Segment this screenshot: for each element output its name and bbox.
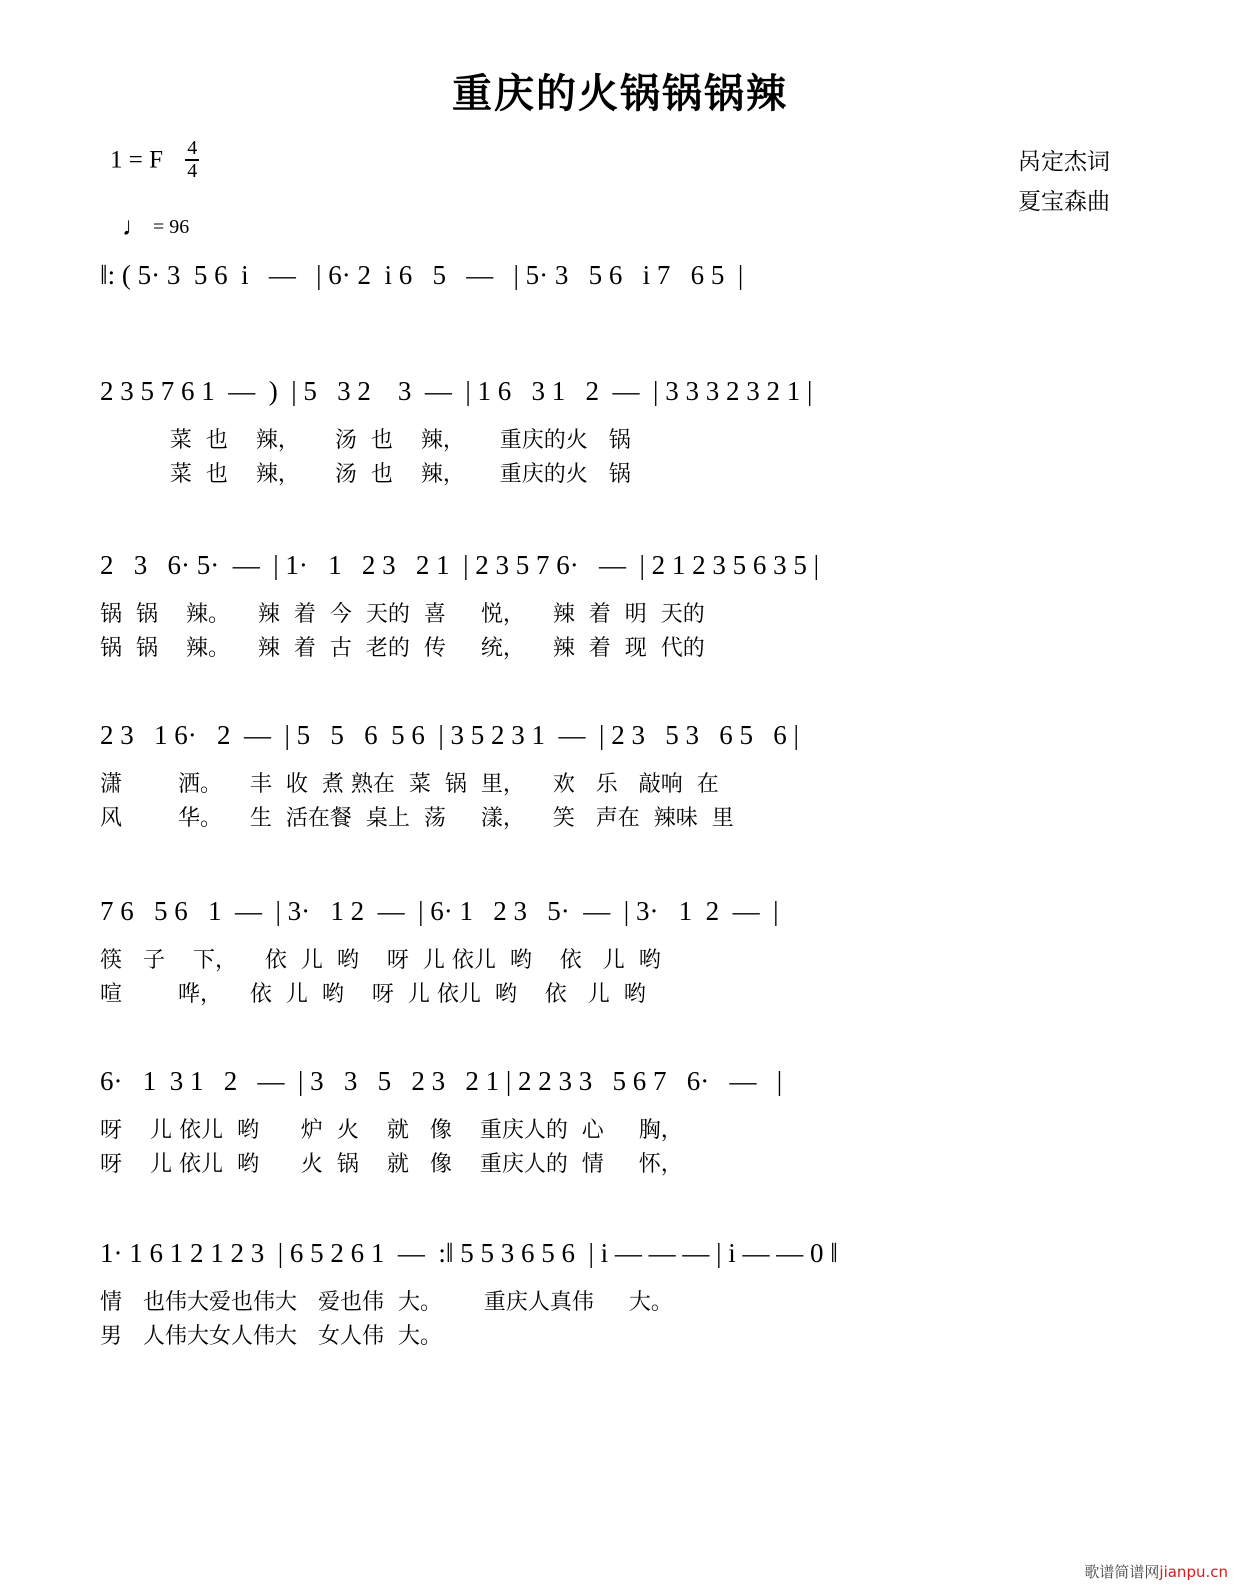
lyrics-block [100, 1114, 1140, 1182]
key-signature-text: 1 = F [110, 146, 164, 174]
lyrics-verse-2: 菜 也 辣， 汤 也 辣， 重庆的火 锅 [100, 462, 631, 488]
lyricist: 呙定杰词 [1018, 149, 1110, 175]
time-signature-numerator: 4 [187, 137, 198, 159]
music-system-2 [100, 378, 1140, 492]
lyrics-verse-2: 风 华。 生 活在餐 桌上 荡 漾， 笑 声在 辣味 里 [100, 806, 734, 832]
lyrics-block [100, 424, 1140, 492]
composer: 夏宝森曲 [1018, 189, 1110, 216]
watermark-domain: jianpu.cn [1159, 1563, 1228, 1581]
notation-line: ‖: ( 5· 3 5 6 i — | 6· 2 i 6 5 — | 5· 3 5 6 i 7 6 5 | [100, 260, 744, 290]
time-signature-denominator: 4 [187, 160, 198, 182]
music-system-3 [100, 552, 1140, 666]
music-system-4 [100, 722, 1140, 836]
music-system-7 [100, 1240, 1140, 1354]
lyrics-verse-2: 呀 儿 依儿 哟 火 锅 就 像 重庆人的 情 怀， [100, 1152, 683, 1178]
lyrics-block [100, 768, 1140, 836]
lyrics-verse-2: 男 人伟大女人伟大 女人伟 大。 [100, 1324, 442, 1350]
credits [1018, 142, 1110, 223]
time-signature [185, 138, 199, 182]
notation-line: 7 6 5 6 1 — | 3· 1 2 — | 6· 1 2 3 5· — | 3· 1 2 — | [100, 896, 779, 926]
tempo-marking [122, 210, 189, 240]
page-title: 重庆的火锅锅锅辣 [452, 70, 788, 117]
notation-line: 2 3 5 7 6 1 — ) | 5 3 2 3 — | 1 6 3 1 2 — | 3 3 3 2 3 2 1 | [100, 376, 813, 406]
lyrics-block [100, 598, 1140, 666]
notation-line: 2 3 1 6· 2 — | 5 5 6 5 6 | 3 5 2 3 1 — | 2 3 5 3 6 5 6 | [100, 720, 799, 750]
music-system-5 [100, 898, 1140, 1012]
quarter-note-icon: ♩ [122, 212, 148, 241]
lyrics-verse-1: 菜 也 辣， 汤 也 辣， 重庆的火 锅 [100, 428, 631, 453]
lyrics-block [100, 944, 1140, 1012]
watermark-text: 歌谱简谱网 [1084, 1563, 1160, 1581]
lyrics-verse-2: 喧 哗， 依 儿 哟 呀 儿 依儿 哟 依 儿 哟 [100, 982, 646, 1008]
notation-line: 2 3 6· 5· — | 1· 1 2 3 2 1 | 2 3 5 7 6· — | 2 1 2 3 5 6 3 5 | [100, 550, 820, 580]
music-system-1 [100, 262, 1140, 308]
tempo-equals: = [153, 216, 165, 238]
notation-line: 6· 1 3 1 2 — | 3 3 5 2 3 2 1 | 2 2 3 3 5 6 7 6· — | [100, 1066, 783, 1096]
lyrics-verse-1: 筷 子 下， 依 儿 哟 呀 儿 依儿 哟 依 儿 哟 [100, 948, 661, 973]
watermark [1084, 1561, 1228, 1582]
lyrics-block [100, 1286, 1140, 1354]
notation-line: 1· 1 6 1 2 1 2 3 | 6 5 2 6 1 — :‖ 5 5 3 6 5 6 | i — — — | i — — 0 ‖ [100, 1238, 838, 1268]
lyrics-verse-2: 锅 锅 辣。 辣 着 古 老的 传 统， 辣 着 现 代的 [100, 636, 705, 662]
lyrics-verse-1: 潇 洒。 丰 收 煮 熟在 菜 锅 里， 欢 乐 敲响 在 [100, 772, 719, 797]
lyrics-verse-1: 锅 锅 辣。 辣 着 今 天的 喜 悦， 辣 着 明 天的 [100, 602, 705, 627]
lyrics-verse-1: 呀 儿 依儿 哟 炉 火 就 像 重庆人的 心 胸， [100, 1118, 683, 1143]
key-signature [110, 137, 199, 184]
lyrics-verse-1: 情 也伟大爱也伟大 爱也伟 大。 重庆人真伟 大。 [100, 1290, 673, 1315]
tempo-bpm: 96 [169, 216, 190, 238]
music-system-6 [100, 1068, 1140, 1182]
